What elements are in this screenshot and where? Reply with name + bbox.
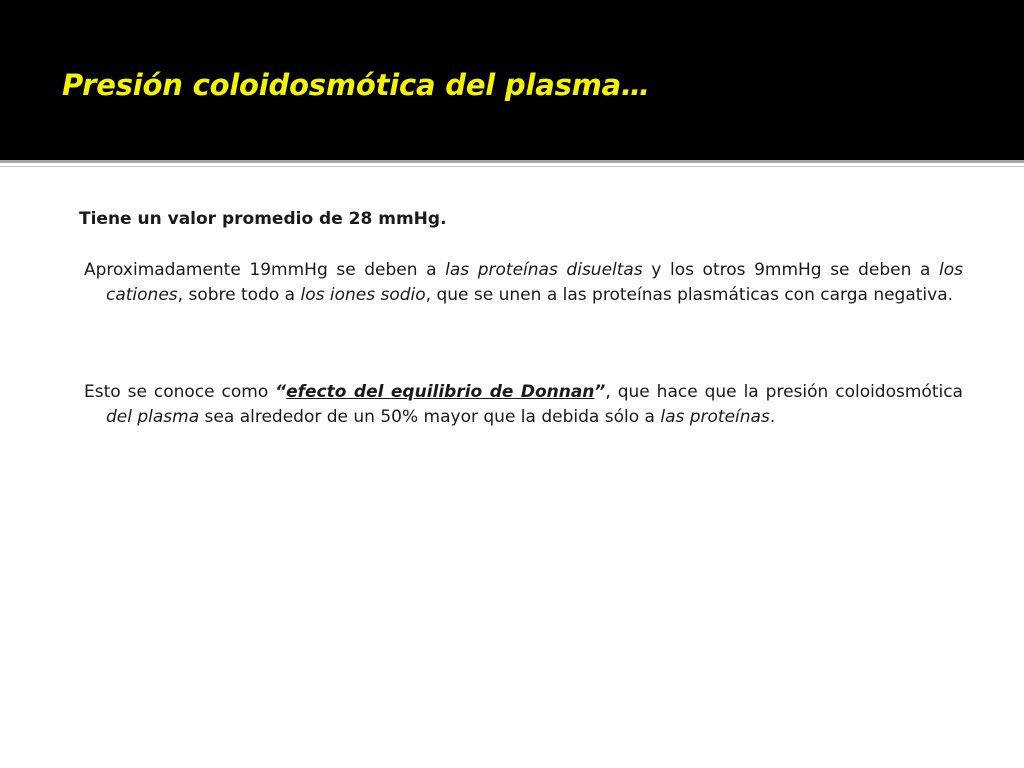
text-run: y los otros 9mmHg se deben a	[642, 260, 940, 280]
open-quote: “	[275, 382, 287, 402]
text-run: , sobre todo a	[177, 285, 301, 305]
emphasis-dissolved-proteins: las proteínas disueltas	[445, 260, 643, 280]
text-run: sea alrededor de un 50% mayor que la debida sólo a	[199, 407, 661, 427]
text-run: , que se unen a las proteínas plasmáticas con carga negativa.	[425, 285, 954, 305]
text-run: Aproximadamente 19mmHg se deben a	[84, 260, 446, 280]
emphasis-plasma: del plasma	[106, 407, 200, 427]
text-run: .	[769, 407, 776, 427]
slide-title: Presión coloidosmótica del plasma…	[62, 68, 650, 102]
close-quote: ”	[594, 382, 606, 402]
emphasis-proteins: las proteínas	[660, 407, 770, 427]
paragraph-proteins-cations	[84, 258, 963, 308]
donnan-effect-term	[275, 382, 605, 402]
emphasis-cations: los cationes	[106, 260, 964, 305]
paragraph-donnan-effect	[84, 380, 963, 430]
emphasis-sodium-ions: los iones sodio	[300, 285, 426, 305]
donnan-effect-label: efecto del equilibrio de Donnan	[286, 382, 595, 402]
text-run: Esto se conoce como	[84, 382, 276, 402]
lead-statement: Tiene un valor promedio de 28 mmHg.	[79, 209, 447, 229]
text-run: , que hace que la presión coloidosmótica	[605, 382, 963, 402]
